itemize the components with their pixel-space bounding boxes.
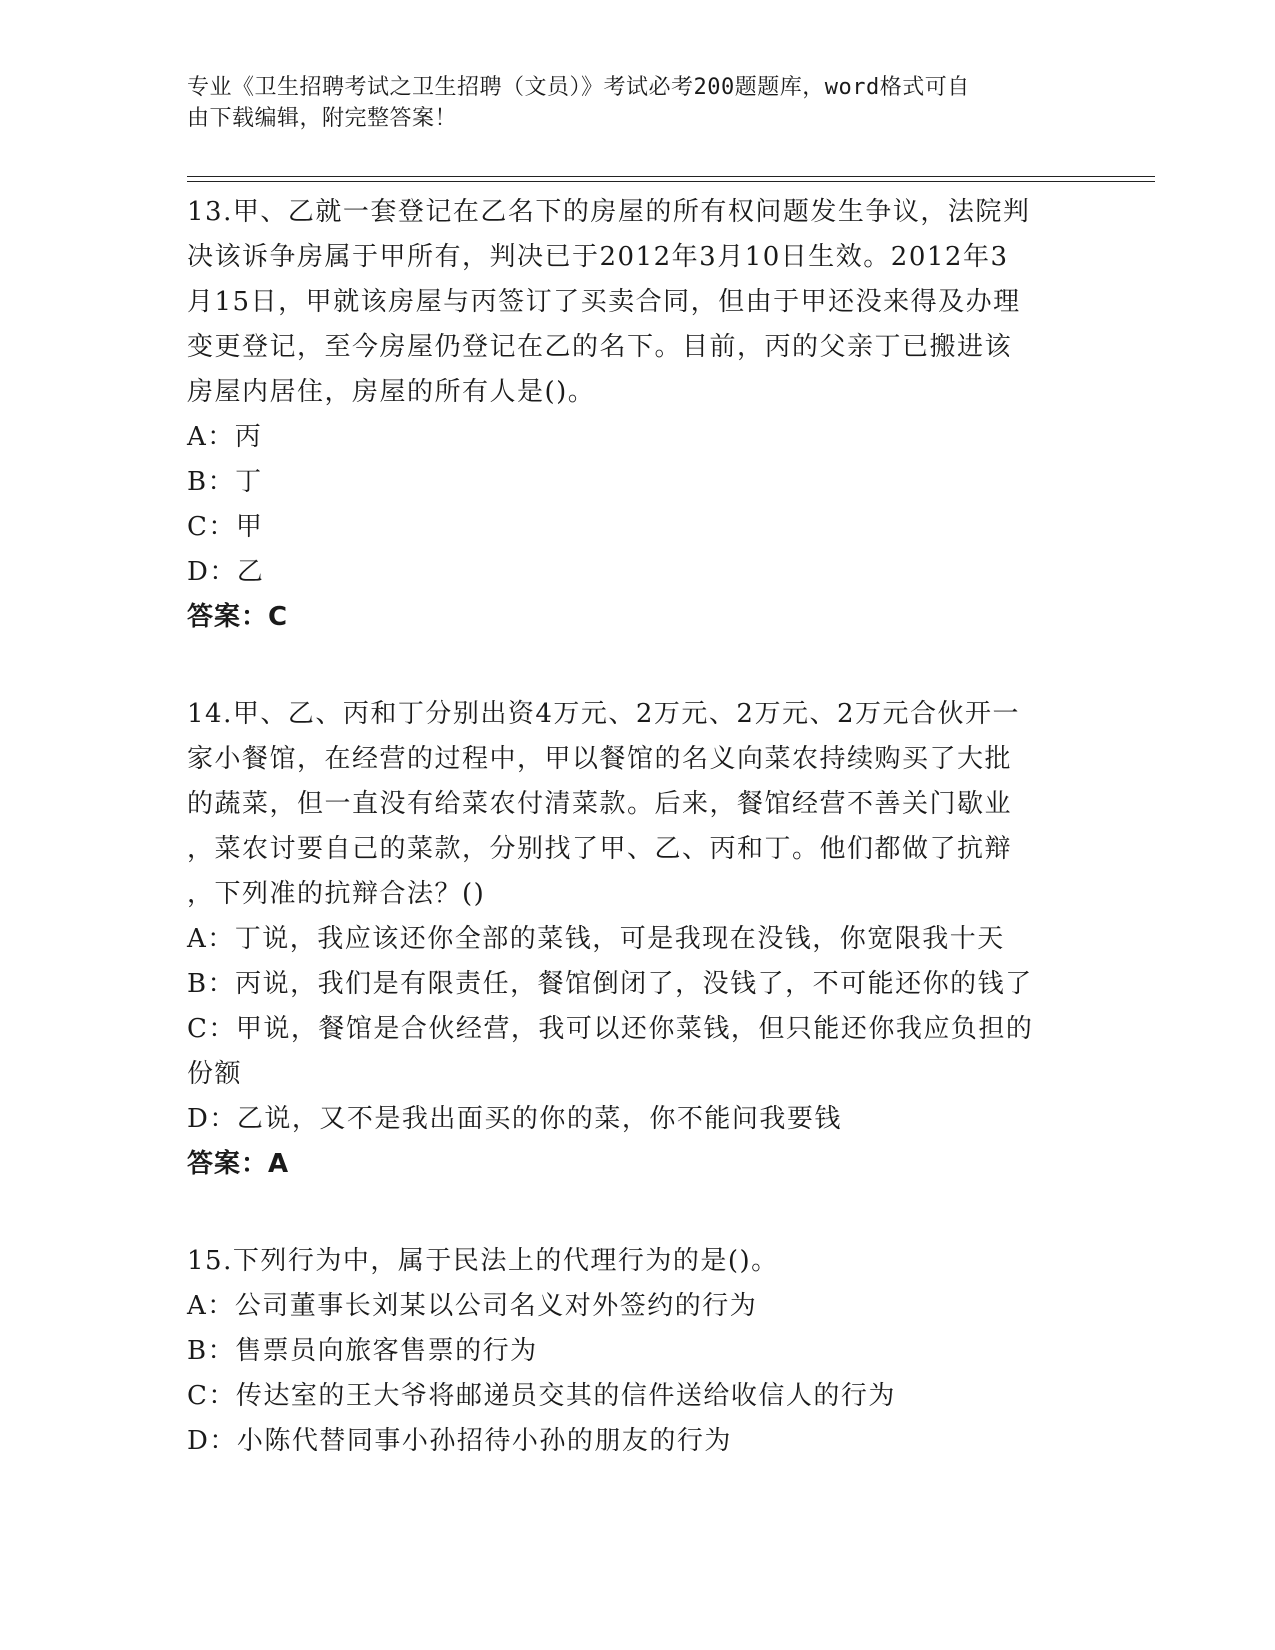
option-b: B：售票员向旅客售票的行为: [187, 1336, 538, 1366]
header-divider-top: [187, 176, 1155, 177]
question-spacer: [187, 640, 1087, 692]
stem-line: 的蔬菜，但一直没有给菜农付清菜款。后来，餐馆经营不善关门歇业: [187, 789, 1013, 819]
stem-line: 房屋内居住，房屋的所有人是()。: [187, 377, 596, 407]
option-a: A：丙: [187, 422, 263, 452]
header-divider-bottom: [187, 181, 1155, 182]
question-stem: [187, 190, 1087, 415]
question-spacer: [187, 1187, 1087, 1239]
question-13: [187, 190, 1087, 640]
stem-line: 15.下列行为中，属于民法上的代理行为的是()。: [187, 1246, 779, 1276]
stem-line: 月15日，甲就该房屋与丙签订了买卖合同，但由于甲还没来得及办理: [187, 287, 1021, 317]
question-stem: [187, 692, 1087, 917]
stem-line: ，菜农讨要自己的菜款，分别找了甲、乙、丙和丁。他们都做了抗辩: [187, 834, 1013, 864]
stem-line: ，下列准的抗辩合法？(): [187, 879, 486, 909]
answer-text: 答案：A: [187, 1149, 290, 1179]
option-d: D：乙: [187, 557, 265, 587]
stem-line: 家小餐馆，在经营的过程中，甲以餐馆的名义向菜农持续购买了大批: [187, 744, 1013, 774]
stem-line: 14.甲、乙、丙和丁分别出资4万元、2万元、2万元、2万元合伙开一: [187, 699, 1021, 729]
question-stem: [187, 1239, 1087, 1284]
option-d: D：小陈代替同事小孙招待小孙的朋友的行为: [187, 1426, 732, 1456]
option-c: C：甲: [187, 512, 264, 542]
document-header: [187, 72, 1067, 134]
stem-line: 13.甲、乙就一套登记在乙名下的房屋的所有权问题发生争议，法院判: [187, 197, 1031, 227]
option-d: D：乙说，又不是我出面买的你的菜，你不能问我要钱: [187, 1104, 842, 1134]
option-a: A：丁说，我应该还你全部的菜钱，可是我现在没钱，你宽限我十天: [187, 924, 1005, 954]
option-b: B：丁: [187, 467, 263, 497]
question-15: [187, 1239, 1087, 1464]
option-a: A：公司董事长刘某以公司名义对外签约的行为: [187, 1291, 758, 1321]
option-c: C：传达室的王大爷将邮递员交其的信件送给收信人的行为: [187, 1381, 896, 1411]
stem-line: 决该诉争房属于甲所有，判决已于2012年3月10日生效。2012年3: [187, 242, 1009, 272]
stem-line: 变更登记，至今房屋仍登记在乙的名下。目前，丙的父亲丁已搬进该: [187, 332, 1013, 362]
answer-text: 答案：C: [187, 602, 289, 632]
question-14: [187, 692, 1087, 1187]
header-line-2: 由下载编辑，附完整答案！: [187, 106, 458, 131]
option-b: B：丙说，我们是有限责任，餐馆倒闭了，没钱了，不可能还你的钱了: [187, 969, 1033, 999]
question-list: [187, 190, 1087, 1464]
option-c-continued: 份额: [187, 1059, 243, 1089]
option-c: C：甲说，餐馆是合伙经营，我可以还你菜钱，但只能还你我应负担的: [187, 1014, 1034, 1044]
header-line-1: 专业《卫生招聘考试之卫生招聘（文员）》考试必考200题题库，word格式可自: [187, 75, 970, 100]
